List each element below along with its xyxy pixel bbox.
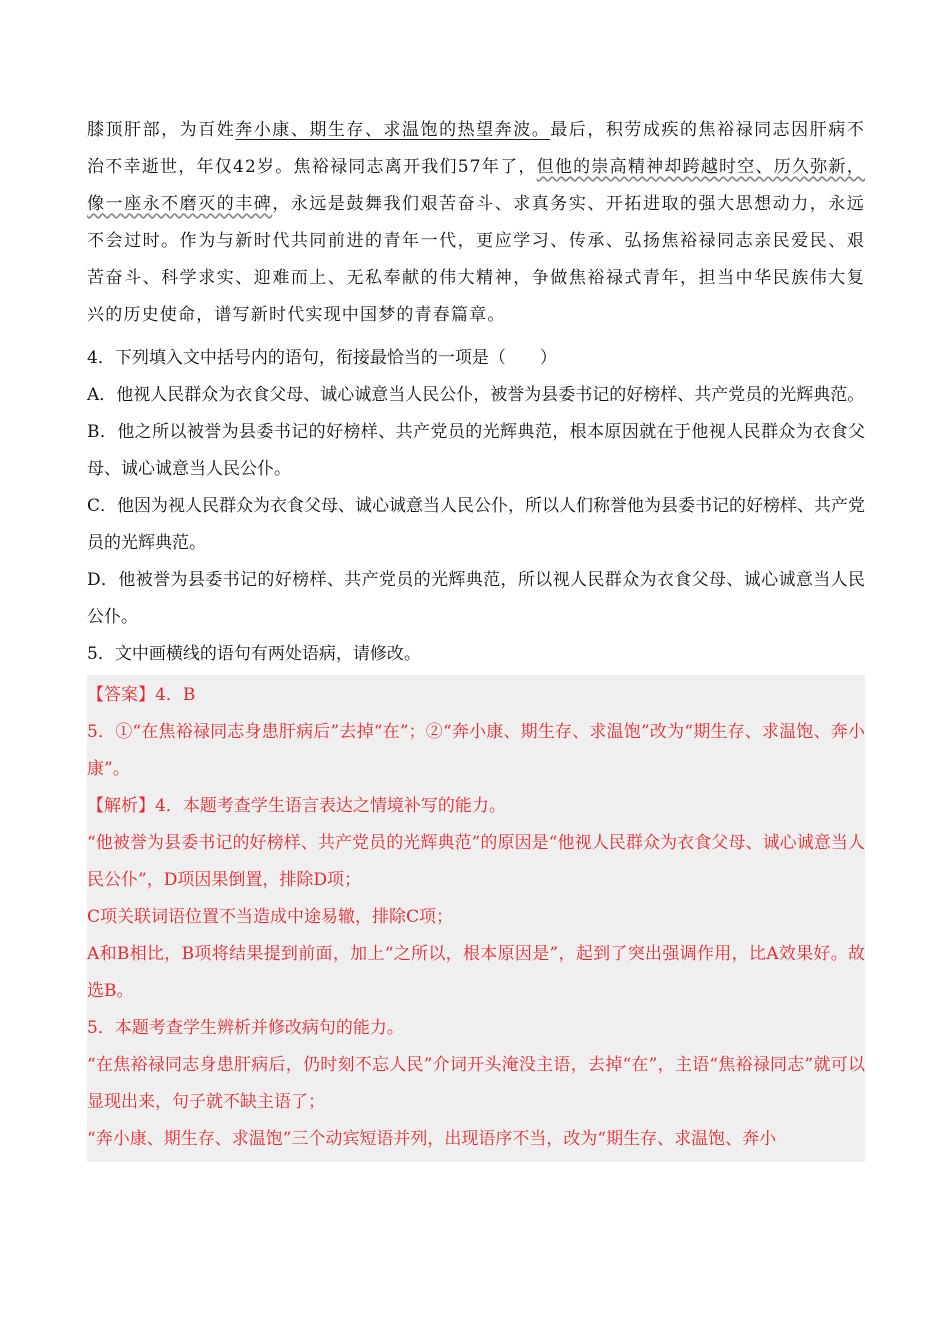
option-d: D．他被誉为县委书记的好榜样、共产党员的光辉典范，所以视人民群众为衣食父母、诚心诚意当人民公仆。 [87, 570, 865, 627]
question-4-stem: 4．下列填入文中括号内的语句，衔接最恰当的一项是（ ） [87, 348, 557, 368]
option-b: B．他之所以被誉为县委书记的好榜样、共产党员的光辉典范，根本原因就在于他视人民群众为衣食父母、诚心诚意当人民公仆。 [87, 422, 865, 479]
reading-passage [87, 112, 865, 334]
wavy-underlined-sentence: 但他的崇高精神却跨越时空、历久弥新，像一座永不磨灭的丰碑 [87, 157, 865, 214]
analysis-line: “他被誉为县委书记的好榜样、共产党员的光辉典范”的原因是“他视人民群众为衣食父母、诚心诚意当人民公仆”，D项因果倒置，排除D项； [87, 833, 865, 890]
analysis-line: 【解析】4．本题考查学生语言表达之情境补写的能力。 [87, 796, 506, 816]
option-a: A．他视人民群众为衣食父母、诚心诚意当人民公仆，被誉为县委书记的好榜样、共产党员的光辉典范。 [87, 385, 865, 405]
passage-text-end: ，永远是鼓舞我们艰苦奋斗、求真务实、开拓进取的强大思想动力，永远不会过时。作为与新时代共同前进的青年一代，更应学习、传承、弘扬焦裕禄同志亲民爱民、艰苦奋斗、科学求实、迎难而上、无私奉献的伟大精神，争做焦裕禄式青年，担当中华民族伟大复兴的历史使命，谱写新时代实现中国梦的青春篇章。 [87, 194, 866, 325]
analysis-line: A和B相比，B项将结果提到前面，加上“之所以，根本原因是”，起到了突出强调作用，比A效果好。故选B。 [87, 944, 865, 1001]
option-c: C．他因为视人民群众为衣食父母、诚心诚意当人民公仆，所以人们称誉他为县委书记的好榜样、共产党员的光辉典范。 [87, 496, 866, 553]
passage-paragraph [87, 112, 865, 334]
analysis-line: 5．本题考查学生辨析并修改病句的能力。 [87, 1018, 404, 1038]
analysis-line: C项关联词语位置不当造成中途易辙，排除C项； [87, 907, 454, 927]
answer-box [87, 675, 865, 1162]
analysis-line: “奔小康、期生存、求温饱”三个动宾短语并列，出现语序不当，改为“期生存、求温饱、奔小 [87, 1129, 777, 1149]
analysis-line: “在焦裕禄同志身患肝病后，仍时刻不忘人民”介词开头淹没主语，去掉“在”，主语“焦裕禄同志”就可以显现出来，句子就不缺主语了； [87, 1055, 865, 1112]
passage-text-middle: 最后，积劳成疾的焦裕禄同志因肝病不治不幸逝世，年仅42岁。焦裕禄同志离开我们57年了， [87, 120, 865, 177]
document-page [87, 112, 865, 1162]
answer-line: 5．①“在焦裕禄同志身患肝病后”去掉“在”；②“奔小康、期生存、求温饱”改为“期生存、求温饱、奔小康”。 [87, 722, 865, 779]
answer-line: 【答案】4．B [87, 685, 196, 705]
question-5-stem: 5．文中画横线的语句有两处语病，请修改。 [87, 644, 421, 664]
passage-text-start: 膝顶肝部，为百姓 [87, 120, 236, 140]
underlined-sentence-end: 的热望奔波。 [439, 120, 551, 140]
underlined-sentence: 奔小康、期生存、求温饱 [235, 120, 440, 140]
